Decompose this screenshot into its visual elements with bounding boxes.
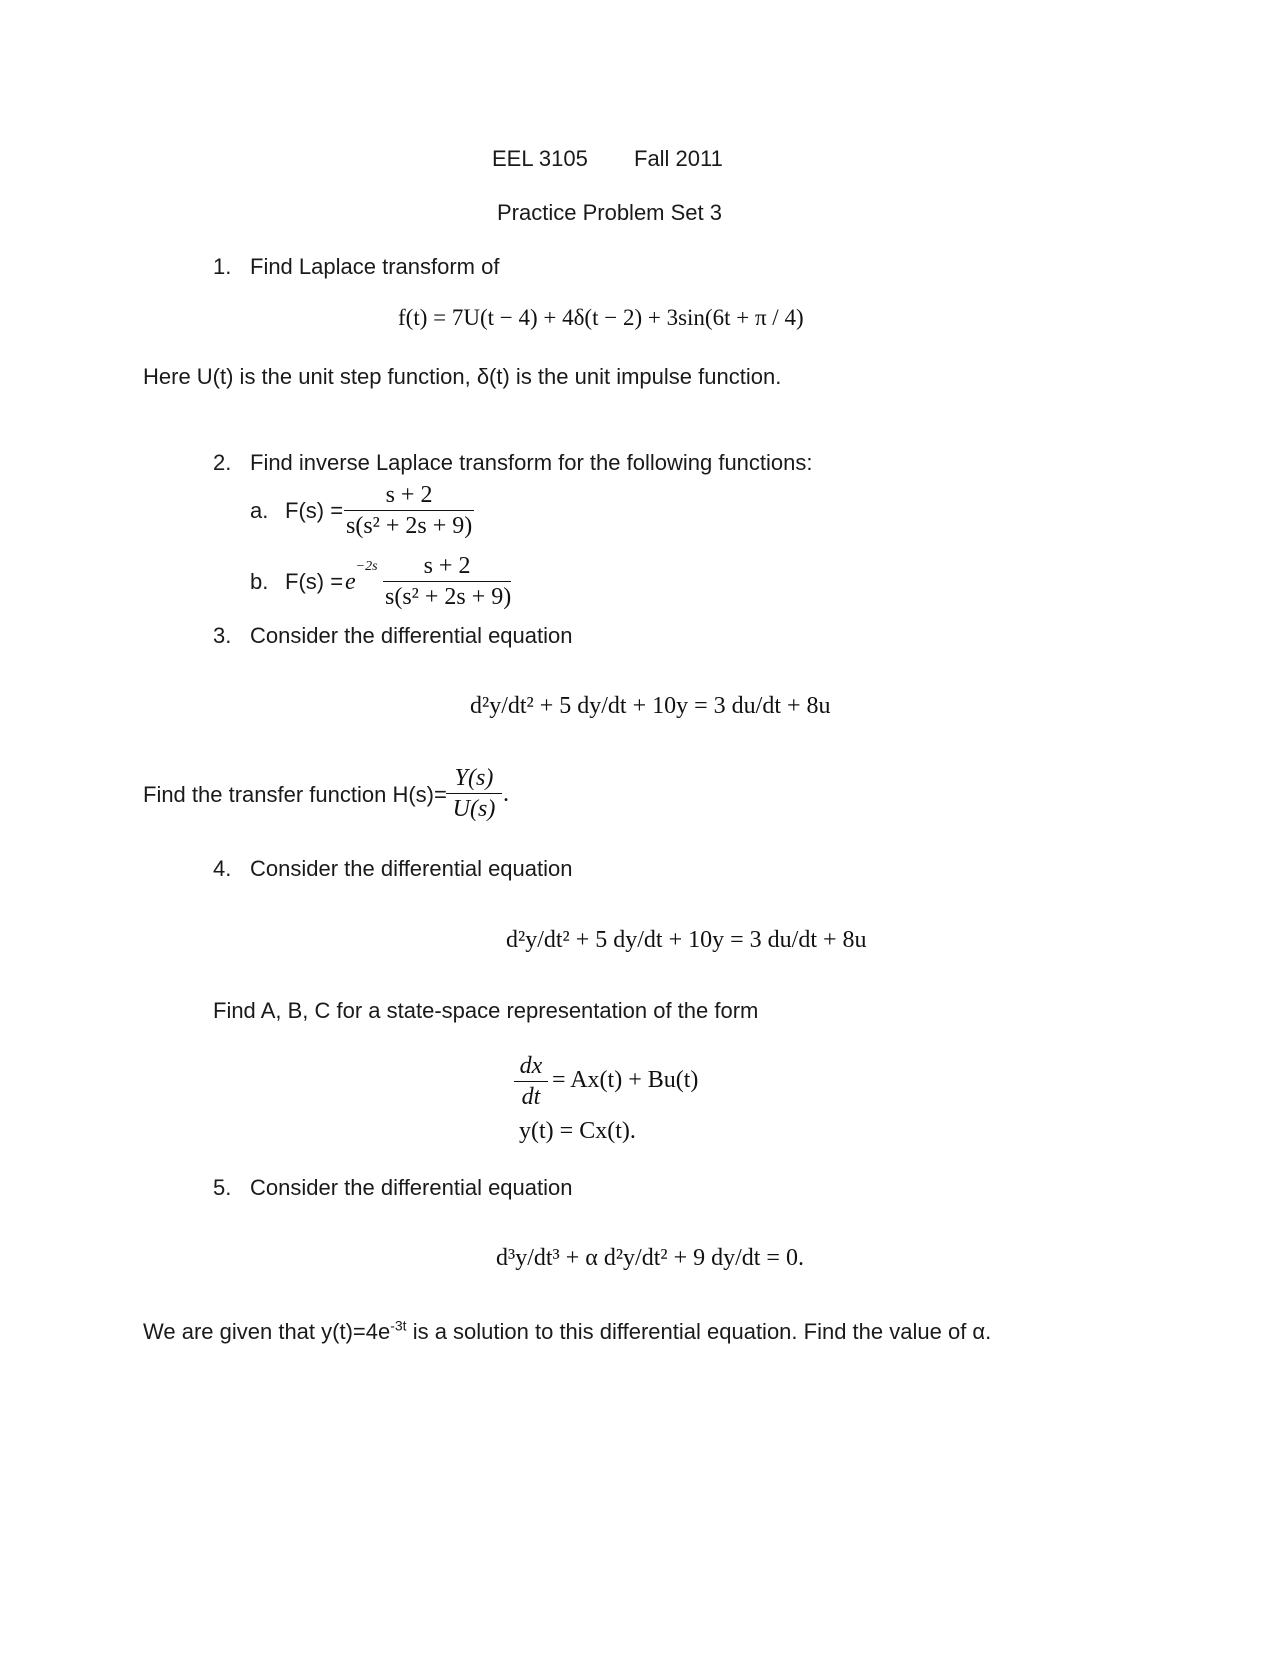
part-b-label: b. (250, 569, 269, 594)
state-eq-denominator: dt (521, 1084, 541, 1110)
fraction-bar (514, 1081, 548, 1082)
given-suffix: is a solution to this differential equation. Find the value of α. (406, 1319, 992, 1344)
fraction-bar (383, 581, 511, 582)
part-a-label: a. (250, 498, 269, 523)
problem-3-prompt: Consider the differential equation (250, 623, 573, 648)
part-a-lhs: F(s) = (285, 498, 344, 523)
statespace-prompt: Find A, B, C for a state-space representation of the form (213, 998, 759, 1023)
part-a-denominator: s(s² + 2s + 9) (346, 513, 473, 539)
part-b-exponential (345, 559, 378, 595)
fraction-bar (344, 510, 474, 511)
fraction-bar (446, 793, 502, 794)
course-code: EEL 3105 (492, 146, 588, 171)
part-b-lhs: F(s) = (285, 569, 344, 594)
problem-5-equation: d³y/dt³ + α d²y/dt² + 9 dy/dt = 0. (496, 1245, 804, 1271)
part-b-fraction (383, 554, 511, 609)
problem-5-prompt: Consider the differential equation (250, 1175, 573, 1200)
problem-5-number: 5. (213, 1175, 232, 1200)
state-derivative (514, 1054, 548, 1109)
part-a-numerator: s + 2 (385, 482, 433, 508)
state-equation-rhs: = Ax(t) + Bu(t) (552, 1067, 699, 1093)
problem-4-number: 4. (213, 856, 232, 881)
page-title: Practice Problem Set 3 (497, 200, 722, 225)
problem-1-note: Here U(t) is the unit step function, δ(t) is the unit impulse function. (143, 364, 782, 389)
given-prefix: We are given that y(t)=4e (143, 1319, 391, 1344)
given-statement (143, 1317, 992, 1344)
part-a-fraction (344, 483, 474, 538)
problem-2-number: 2. (213, 450, 232, 475)
output-equation: y(t) = Cx(t). (519, 1118, 636, 1144)
problem-4-equation: d²y/dt² + 5 dy/dt + 10y = 3 du/dt + 8u (506, 927, 867, 953)
tf-numerator: Y(s) (454, 765, 494, 791)
problem-2-prompt: Find inverse Laplace transform for the following functions: (250, 450, 813, 475)
state-eq-numerator: dx (519, 1053, 543, 1079)
problem-3-number: 3. (213, 623, 232, 648)
part-b-exponent: −2s (355, 559, 378, 574)
given-exponent: -3t (390, 1317, 407, 1334)
term: Fall 2011 (634, 146, 723, 171)
problem-1-equation: f(t) = 7U(t − 4) + 4δ(t − 2) + 3sin(6t + π / 4) (398, 305, 804, 330)
transfer-function-fraction (446, 766, 502, 821)
problem-4-prompt: Consider the differential equation (250, 856, 573, 881)
part-b-denominator: s(s² + 2s + 9) (385, 584, 512, 610)
problem-1-number: 1. (213, 254, 232, 279)
problem-1-prompt: Find Laplace transform of (250, 254, 500, 279)
problem-3-equation: d²y/dt² + 5 dy/dt + 10y = 3 du/dt + 8u (470, 693, 831, 719)
part-b-factor: e (345, 569, 356, 595)
part-b-numerator: s + 2 (423, 553, 471, 579)
tf-period: . (503, 781, 509, 807)
transfer-function-prompt: Find the transfer function H(s)= (143, 782, 447, 807)
tf-denominator: U(s) (452, 796, 496, 822)
